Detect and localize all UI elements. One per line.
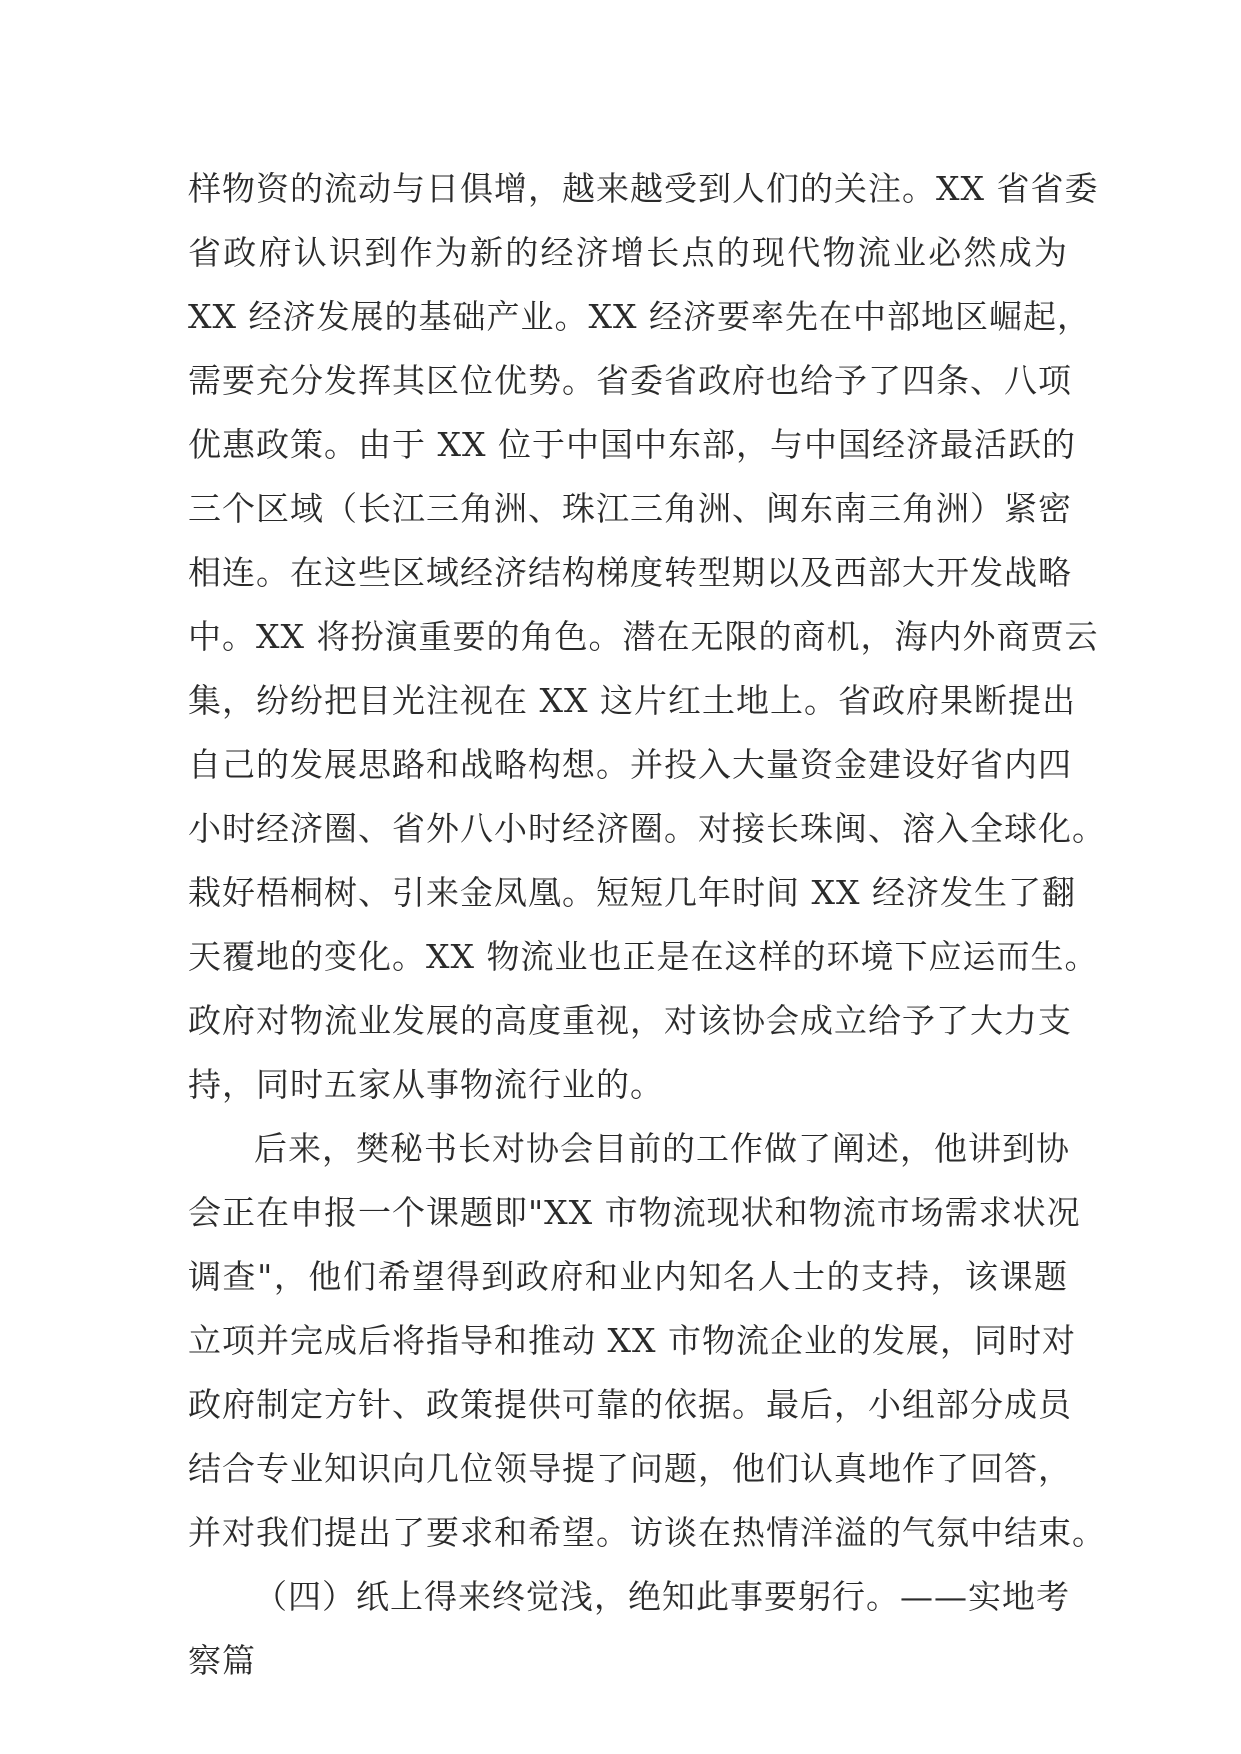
text-line: 样物资的流动与日俱增，越来越受到人们的关注。XX 省省委 — [188, 169, 1099, 208]
text-line: 调查"，他们希望得到政府和业内知名人士的支持，该课题 — [188, 1257, 1068, 1296]
body-text — [188, 157, 1106, 1693]
text-line: 小时经济圈、省外八小时经济圈。对接长珠闽、溶入全球化。 — [188, 809, 1106, 848]
text-line: 省政府认识到作为新的经济增长点的现代物流业必然成为 — [188, 233, 1068, 272]
section-heading — [188, 1565, 1068, 1693]
text-line: 中。XX 将扮演重要的角色。潜在无限的商机，海内外商贾云 — [188, 617, 1099, 656]
text-line: 后来，樊秘书长对协会目前的工作做了阐述，他讲到协 — [254, 1129, 1070, 1168]
text-line: 并对我们提出了要求和希望。访谈在热情洋溢的气氛中结束。 — [188, 1513, 1106, 1552]
paragraph-interview — [188, 1117, 1106, 1565]
paragraph-context — [188, 157, 1106, 1117]
text-line: 政府对物流业发展的高度重视，对该协会成立给予了大力支 — [188, 1001, 1072, 1040]
text-line: 需要充分发挥其区位优势。省委省政府也给予了四条、八项 — [188, 361, 1072, 400]
text-line: 会正在申报一个课题即"XX 市物流现状和物流市场需求状况 — [188, 1193, 1081, 1232]
text-line: 政府制定方针、政策提供可靠的依据。最后，小组部分成员 — [188, 1385, 1072, 1424]
text-line: 相连。在这些区域经济结构梯度转型期以及西部大开发战略 — [188, 553, 1072, 592]
text-line: 自己的发展思路和战略构想。并投入大量资金建设好省内四 — [188, 745, 1072, 784]
text-line: 天覆地的变化。XX 物流业也正是在这样的环境下应运而生。 — [188, 937, 1099, 976]
text-line: 优惠政策。由于 XX 位于中国中东部，与中国经济最活跃的 — [188, 425, 1076, 464]
heading-line: （四）纸上得来终觉浅，绝知此事要躬行。——实地考 — [254, 1577, 1070, 1616]
text-line: 集，纷纷把目光注视在 XX 这片红土地上。省政府果断提出 — [188, 681, 1076, 720]
text-line: XX 经济发展的基础产业。XX 经济要率先在中部地区崛起， — [188, 297, 1091, 336]
text-line: 栽好梧桐树、引来金凤凰。短短几年时间 XX 经济发生了翻 — [188, 873, 1076, 912]
heading-line: 察篇 — [188, 1641, 256, 1680]
text-line: 持，同时五家从事物流行业的。 — [188, 1065, 664, 1104]
text-line: 三个区域（长江三角洲、珠江三角洲、闽东南三角洲）紧密 — [188, 489, 1072, 528]
text-line: 立项并完成后将指导和推动 XX 市物流企业的发展，同时对 — [188, 1321, 1076, 1360]
text-line: 结合专业知识向几位领导提了问题，他们认真地作了回答， — [188, 1449, 1072, 1488]
